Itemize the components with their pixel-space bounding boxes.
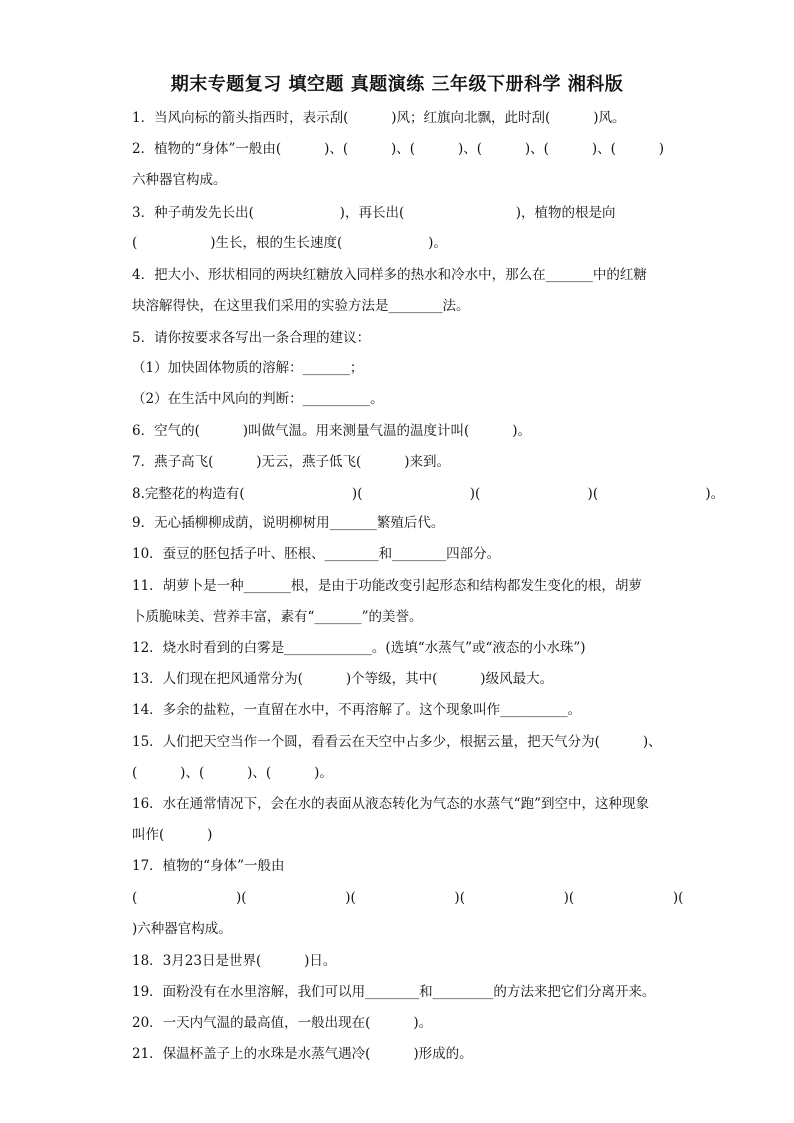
page-title: 期末专题复习 填空题 真题演练 三年级下册科学 湘科版 bbox=[170, 74, 624, 95]
question-line: 2．植物的“身体”一般由( )、( )、( )、( )、( )、( ) bbox=[132, 141, 665, 157]
question-line: 21．保温杯盖子上的水珠是水蒸气遇冷( )形成的。 bbox=[132, 1046, 473, 1062]
question-line: （1）加快固体物质的溶解：_______； bbox=[132, 360, 364, 376]
question-line: 10．蚕豆的胚包括子叶、胚根、________和________四部分。 bbox=[132, 546, 501, 562]
question-line: ( )生长，根的生长速度( )。 bbox=[132, 235, 447, 251]
question-line: 卜质脆味美、营养丰富，素有“_______”的美誉。 bbox=[132, 609, 423, 625]
question-line: 9．无心插柳柳成荫，说明柳树用_______繁殖后代。 bbox=[132, 515, 445, 531]
question-line: 4．把大小、形状相同的两块红糖放入同样多的热水和冷水中，那么在_______中的红糖 bbox=[132, 267, 647, 283]
question-line: 6．空气的( )叫做气温。用来测量气温的温度计叫( )。 bbox=[132, 423, 531, 439]
question-line: （2）在生活中风向的判断：__________。 bbox=[132, 391, 384, 407]
question-line: 20．一天内气温的最高值，一般出现在( )。 bbox=[132, 1015, 433, 1031]
question-line: 5．请你按要求各写出一条合理的建议： bbox=[132, 330, 371, 346]
question-line: 17．植物的“身体”一般由 bbox=[132, 858, 285, 874]
question-line: 13．人们现在把风通常分为( )个等级，其中( )级风最大。 bbox=[132, 671, 554, 687]
question-line: )六种器官构成。 bbox=[132, 921, 232, 937]
question-line: 11．胡萝卜是一种_______根，是由于功能改变引起形态和结构都发生变化的根，胡萝 bbox=[132, 578, 642, 594]
question-line: 8.完整花的构造有( )( )( )( )。 bbox=[132, 486, 725, 502]
question-line: 19．面粉没有在水里溶解，我们可以用________和_________的方法来把它们分离开来。 bbox=[132, 984, 656, 1000]
question-line: 12．烧水时看到的白雾是_____________。(选填“水蒸气”或“液态的小水珠”) bbox=[132, 640, 586, 656]
question-line: 1．当风向标的箭头指西时，表示刮( )风；红旗向北飘，此时刮( )风。 bbox=[132, 110, 626, 126]
question-line: 叫作( ) bbox=[132, 827, 213, 843]
question-line: 六种器官构成。 bbox=[132, 172, 227, 188]
question-line: 块溶解得快，在这里我们采用的实验方法是________法。 bbox=[132, 298, 470, 314]
question-line: 14．多余的盐粒，一直留在水中，不再溶解了。这个现象叫作__________。 bbox=[132, 702, 582, 718]
question-line: 16．水在通常情况下，会在水的表面从液态转化为气态的水蒸气“跑”到空中，这种现象 bbox=[132, 796, 649, 812]
question-line: 18．3月23日是世界( )日。 bbox=[132, 953, 337, 969]
question-line: ( )( )( )( )( )( bbox=[132, 890, 684, 906]
question-line: 7．燕子高飞( )无云，燕子低飞( )来到。 bbox=[132, 454, 450, 470]
question-line: 3．种子萌发先长出( )，再长出( )，植物的根是向 bbox=[132, 205, 616, 221]
question-line: 15．人们把天空当作一个圆，看看云在天空中占多少，根据云量，把天气分为( )、 bbox=[132, 734, 662, 750]
question-line: ( )、( )、( )。 bbox=[132, 765, 333, 781]
